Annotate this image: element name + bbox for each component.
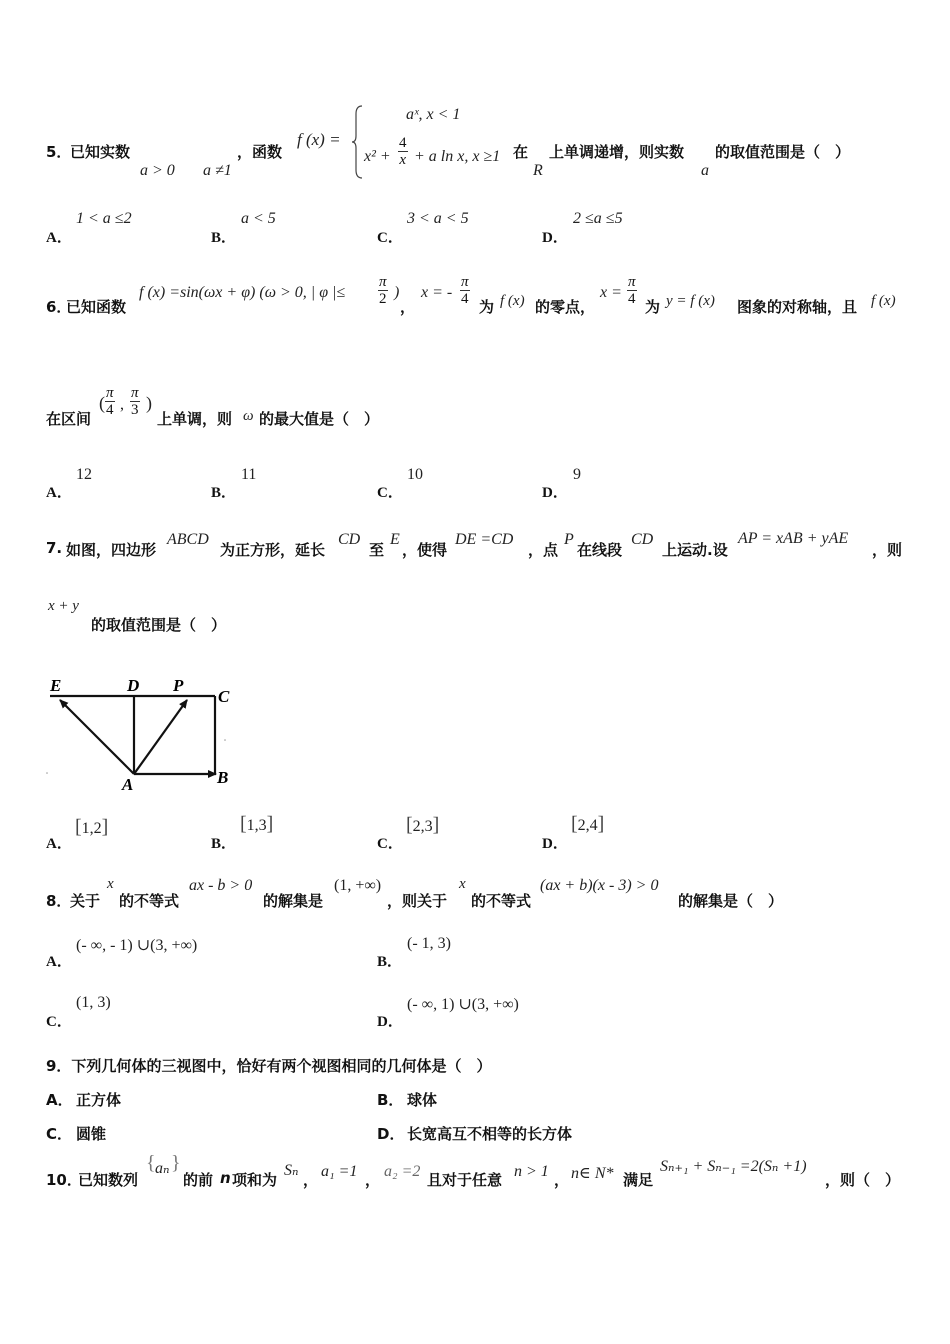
q7-number: 7. bbox=[46, 539, 63, 557]
q10-number: 10． bbox=[46, 1171, 82, 1189]
q8-text-3: 的解集是 bbox=[263, 892, 324, 910]
q7-text-1: 如图，四边形 bbox=[66, 541, 157, 559]
q6-omega: ω bbox=[243, 408, 254, 424]
q9-option-a-label: A． bbox=[46, 1091, 73, 1109]
q9-option-d[interactable]: 长宽高互不相等的长方体 bbox=[407, 1125, 573, 1143]
q10-brace-open: { bbox=[146, 1152, 156, 1174]
q7-xy: x + y bbox=[48, 598, 79, 614]
q5-frac-num: 4 bbox=[399, 135, 407, 151]
q8-number: 8． bbox=[46, 892, 72, 910]
q6-interval-comma: , bbox=[120, 396, 124, 413]
q6-option-c-label: C． bbox=[377, 485, 403, 501]
q6-fx-2: f (x) bbox=[871, 293, 896, 309]
q5-option-c-label: C． bbox=[377, 230, 403, 246]
q7-option-a-label: A． bbox=[46, 836, 72, 852]
q7-de-cd: DE =CD bbox=[455, 531, 514, 548]
q8-option-c-label: C． bbox=[46, 1014, 72, 1030]
q5-R: R bbox=[533, 162, 543, 179]
q6-text-2: 为 bbox=[479, 298, 495, 316]
q8-ineq-2: (ax + b)(x - 3) > 0 bbox=[540, 877, 659, 894]
q9-option-a[interactable]: 正方体 bbox=[76, 1091, 122, 1109]
q10-brace-close: } bbox=[171, 1152, 181, 1174]
q7-figure bbox=[40, 670, 250, 795]
q6-text-7: 上单调，则 bbox=[157, 410, 233, 428]
q5-fx: f (x) = bbox=[297, 130, 341, 149]
q6-pi-over-2: $\frac{\pi}{2}$ bbox=[379, 274, 387, 307]
q5-cond-2: a ≠1 bbox=[203, 162, 232, 179]
q7-option-d-label: D． bbox=[542, 836, 568, 852]
q9-option-c[interactable]: 圆锥 bbox=[76, 1125, 107, 1143]
q10-text-1: 已知数列 bbox=[78, 1171, 139, 1189]
q5-text-4: 上单调递增，则实数 bbox=[549, 143, 685, 161]
q6-f-def: f (x) =sin(ωx + φ) (ω > 0, | φ |≤ bbox=[139, 284, 346, 301]
q5-case-1: aˣ, x < 1 bbox=[406, 106, 461, 123]
q6-option-b[interactable]: 11 bbox=[241, 466, 257, 483]
q7-label-e: E bbox=[50, 676, 62, 695]
q5-text-5: 的取值范围是（ ） bbox=[715, 143, 851, 161]
q10-n-in: n∈ N* bbox=[571, 1165, 614, 1182]
q7-dot-2 bbox=[46, 772, 48, 774]
q5-option-b[interactable]: a < 5 bbox=[241, 210, 276, 227]
q8-ineq-1: ax - b > 0 bbox=[189, 877, 253, 894]
q9-option-b-label: B． bbox=[377, 1091, 404, 1109]
q5-option-b-label: B． bbox=[211, 230, 237, 246]
q7-abcd: ABCD bbox=[167, 531, 209, 548]
q5-case-2a: x² + bbox=[364, 148, 391, 165]
q10-n: n bbox=[220, 1169, 231, 1187]
q8-option-d-label: D． bbox=[377, 1014, 403, 1030]
q7-dot bbox=[224, 739, 226, 741]
q6-text-8: 的最大值是（ ） bbox=[259, 410, 380, 428]
q7-text-2: 为正方形，延长 bbox=[220, 541, 326, 559]
q7-vector-ap bbox=[134, 700, 187, 774]
q6-option-a-label: A． bbox=[46, 485, 72, 501]
q10-text-6: ，则（ ） bbox=[825, 1171, 901, 1189]
q5-number: 5． bbox=[46, 143, 72, 161]
q10-comma-2: ， bbox=[365, 1171, 381, 1189]
q8-x-2: x bbox=[459, 876, 466, 892]
q8-text-5: 的不等式 bbox=[471, 892, 532, 910]
q9-option-d-label: D． bbox=[377, 1125, 405, 1143]
q6-text-5: 图象的对称轴，且 bbox=[737, 298, 858, 316]
q7-label-b: B bbox=[217, 768, 229, 787]
q5-case-2-fraction bbox=[398, 135, 408, 168]
q10-text-4: 且对于任意 bbox=[427, 1171, 503, 1189]
q7-text-9: 的取值范围是（ ） bbox=[91, 616, 227, 634]
q5-text-3: 在 bbox=[513, 143, 529, 161]
q7-text-3: 至 bbox=[369, 541, 385, 559]
q6-option-d-label: D． bbox=[542, 485, 568, 501]
q6-text-6: 在区间 bbox=[46, 410, 92, 428]
q8-set-1: (1, +∞) bbox=[334, 877, 382, 894]
q7-label-a: A bbox=[122, 775, 134, 794]
q6-option-c[interactable]: 10 bbox=[407, 466, 423, 483]
q7-text-6: 在线段 bbox=[577, 541, 623, 559]
q6-x-axis: x = bbox=[600, 284, 622, 301]
q7-cd-2: CD bbox=[631, 531, 654, 548]
q6-pi-over-4-b: $\frac{\pi}{4}$ bbox=[628, 274, 636, 307]
q8-option-b-label: B． bbox=[377, 954, 403, 970]
q6-interval-close: ) bbox=[146, 393, 152, 413]
q10-text-3: 项和为 bbox=[232, 1171, 278, 1189]
q6-close-paren: ) bbox=[394, 284, 400, 301]
q6-interval-lo: $\frac{\pi}{4}$ bbox=[106, 385, 114, 418]
q7-option-c[interactable]: [2,3] bbox=[406, 814, 440, 836]
q8-option-a[interactable]: (- ∞, - 1) ∪(3, +∞) bbox=[76, 937, 198, 954]
q10-an: aₙ bbox=[155, 1160, 170, 1177]
q8-x-1: x bbox=[107, 876, 114, 892]
q7-label-c: C bbox=[218, 687, 230, 706]
q10-comma-1: ， bbox=[303, 1171, 319, 1189]
q10-text-5: 满足 bbox=[623, 1171, 654, 1189]
q8-option-c[interactable]: (1, 3) bbox=[76, 994, 111, 1011]
q7-cd: CD bbox=[338, 531, 361, 548]
q10-a2: a₂ =2 bbox=[384, 1163, 421, 1180]
q7-ap-expr: AP = xAB + yAE bbox=[738, 530, 849, 547]
q5-option-d-label: D． bbox=[542, 230, 568, 246]
q6-text-1: 已知函数 bbox=[66, 298, 127, 316]
q8-text-2: 的不等式 bbox=[119, 892, 180, 910]
q7-option-b-label: B． bbox=[211, 836, 237, 852]
q9-option-c-label: C． bbox=[46, 1125, 73, 1143]
q5-brace bbox=[350, 104, 364, 180]
q7-p: P bbox=[564, 531, 574, 548]
q5-option-a-label: A． bbox=[46, 230, 72, 246]
q7-label-d: D bbox=[127, 676, 140, 695]
q6-fx-1: f (x) bbox=[500, 293, 525, 309]
q5-case-2b: + a ln x, x ≥1 bbox=[414, 148, 501, 165]
q8-option-a-label: A． bbox=[46, 954, 72, 970]
q8-text-6: 的解集是（ ） bbox=[678, 892, 784, 910]
q7-text-7: 上运动.设 bbox=[662, 541, 728, 559]
q10-n-gt: n > 1 bbox=[514, 1163, 549, 1180]
q6-interval-open: ( bbox=[99, 393, 105, 413]
q8-text-4: ，则关于 bbox=[387, 892, 448, 910]
q7-text-4: ，使得 bbox=[402, 541, 448, 559]
q6-interval-hi: $\frac{\pi}{3}$ bbox=[131, 385, 139, 418]
q5-text-2: ，函数 bbox=[237, 143, 283, 161]
q8-text-1: 关于 bbox=[70, 892, 101, 910]
q6-pi-over-4-a: $\frac{\pi}{4}$ bbox=[461, 274, 469, 307]
q7-label-p: P bbox=[173, 676, 184, 695]
q6-number: 6． bbox=[46, 298, 72, 316]
q10-sn: Sₙ bbox=[284, 1162, 299, 1179]
q10-text-2: 的前 bbox=[183, 1171, 214, 1189]
q5-frac-den: x bbox=[399, 152, 407, 168]
q5-option-c[interactable]: 3 < a < 5 bbox=[407, 210, 469, 227]
q6-option-b-label: B． bbox=[211, 485, 237, 501]
q5-option-a[interactable]: 1 < a ≤2 bbox=[76, 210, 132, 227]
q9-option-b[interactable]: 球体 bbox=[407, 1091, 438, 1109]
q5-a: a bbox=[701, 162, 709, 179]
q6-comma: ， bbox=[400, 298, 416, 316]
q7-text-8: ，则 bbox=[872, 541, 903, 559]
q7-vector-ae bbox=[60, 700, 134, 774]
q8-option-d[interactable]: (- ∞, 1) ∪(3, +∞) bbox=[407, 996, 519, 1013]
q9-text: 9．下列几何体的三视图中，恰好有两个视图相同的几何体是（ ） bbox=[46, 1057, 492, 1075]
q6-option-a[interactable]: 12 bbox=[76, 466, 92, 483]
q7-e: E bbox=[390, 531, 400, 548]
q6-y-eq: y = f (x) bbox=[666, 293, 715, 309]
q6-x-zero: x = - bbox=[421, 284, 453, 301]
q6-text-4: 为 bbox=[645, 298, 661, 316]
q7-option-a[interactable]: [1,2] bbox=[75, 816, 109, 838]
q5-cond-1: a > 0 bbox=[140, 162, 175, 179]
q10-recurrence: Sₙ₊₁ + Sₙ₋₁ =2(Sₙ +1) bbox=[660, 1158, 807, 1175]
q7-option-d[interactable]: [2,4] bbox=[571, 813, 605, 835]
q6-text-3: 的零点， bbox=[535, 298, 596, 316]
q7-option-b[interactable]: [1,3] bbox=[240, 813, 274, 835]
q7-text-5: ，点 bbox=[528, 541, 559, 559]
q10-comma-3: ， bbox=[554, 1171, 570, 1189]
q6-option-d[interactable]: 9 bbox=[573, 466, 581, 483]
q5-option-d[interactable]: 2 ≤a ≤5 bbox=[573, 210, 623, 227]
q8-option-b[interactable]: (- 1, 3) bbox=[407, 935, 451, 952]
q7-option-c-label: C． bbox=[377, 836, 403, 852]
q10-a1: a₁ =1 bbox=[321, 1163, 358, 1180]
q5-text-1: 已知实数 bbox=[70, 143, 131, 161]
